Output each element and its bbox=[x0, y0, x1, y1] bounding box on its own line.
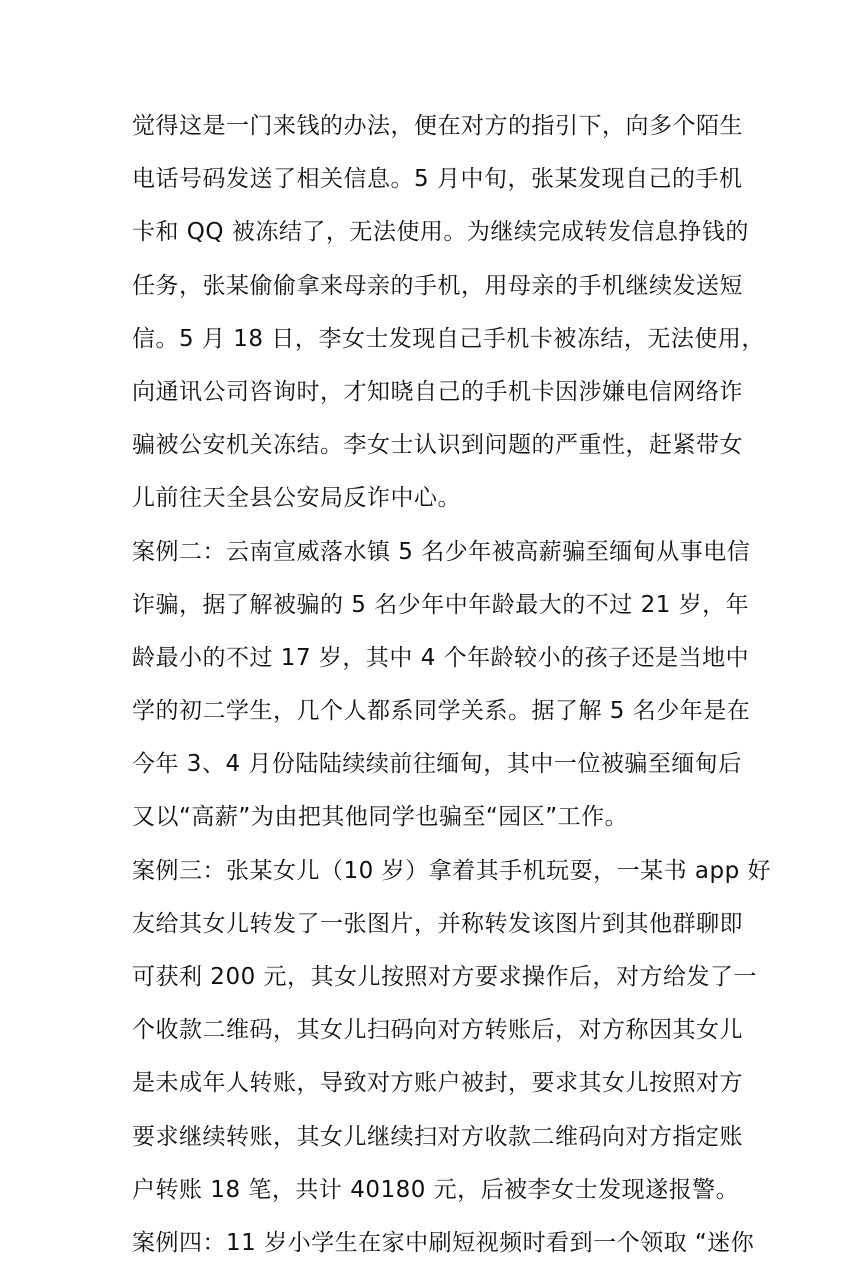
case-four-heading-line: 案例四：11 岁小学生在家中刷短视频时看到一个领取 “迷你 bbox=[132, 1229, 755, 1256]
text-line: 电话号码发送了相关信息。5 月中旬，张某发现自己的手机 bbox=[132, 166, 743, 193]
text-line: 诈骗，据了解被骗的 5 名少年中年龄最大的不过 21 岁，年 bbox=[132, 591, 750, 618]
text-line: 户转账 18 笔，共计 40180 元，后被李女士发现遂报警。 bbox=[132, 1176, 740, 1203]
text-line: 儿前往天全县公安局反诈中心。 bbox=[132, 485, 461, 512]
text-line: 龄最小的不过 17 岁，其中 4 个年龄较小的孩子还是当地中 bbox=[132, 644, 750, 671]
text-line: 个收款二维码，其女儿扫码向对方转账后，对方称因其女儿 bbox=[132, 1017, 743, 1044]
text-line: 要求继续转账，其女儿继续扫对方收款二维码向对方指定账 bbox=[132, 1123, 743, 1150]
text-line: 任务，张某偷偷拿来母亲的手机，用母亲的手机继续发送短 bbox=[132, 272, 743, 299]
case-two-heading-line: 案例二：云南宣威落水镇 5 名少年被高薪骗至缅甸从事电信 bbox=[132, 538, 751, 565]
text-line: 觉得这是一门来钱的办法，便在对方的指引下，向多个陌生 bbox=[132, 113, 743, 139]
text-line: 今年 3、4 月份陆陆续续前往缅甸，其中一位被骗至缅甸后 bbox=[132, 751, 742, 778]
case-three-heading-line: 案例三：张某女儿（10 岁）拿着其手机玩耍，一某书 app 好 bbox=[132, 857, 771, 884]
text-line: 又以“高薪”为由把其他同学也骗至“园区”工作。 bbox=[132, 804, 629, 831]
body-text bbox=[132, 100, 771, 1270]
text-line: 学的初二学生，几个人都系同学关系。据了解 5 名少年是在 bbox=[132, 698, 751, 725]
text-line: 可获利 200 元，其女儿按照对方要求操作后，对方给发了一 bbox=[132, 964, 758, 990]
text-line: 卡和 QQ 被冻结了，无法使用。为继续完成转发信息挣钱的 bbox=[132, 219, 749, 246]
text-line: 友给其女儿转发了一张图片，并称转发该图片到其他群聊即 bbox=[132, 910, 743, 937]
text-line: 骗被公安机关冻结。李女士认识到问题的严重性，赶紧带女 bbox=[132, 432, 743, 459]
text-line: 是未成年人转账，导致对方账户被封，要求其女儿按照对方 bbox=[132, 1070, 743, 1097]
text-line: 信。5 月 18 日，李女士发现自己手机卡被冻结，无法使用， bbox=[132, 325, 765, 352]
text-line: 向通讯公司咨询时，才知晓自己的手机卡因涉嫌电信网络诈 bbox=[132, 378, 743, 405]
